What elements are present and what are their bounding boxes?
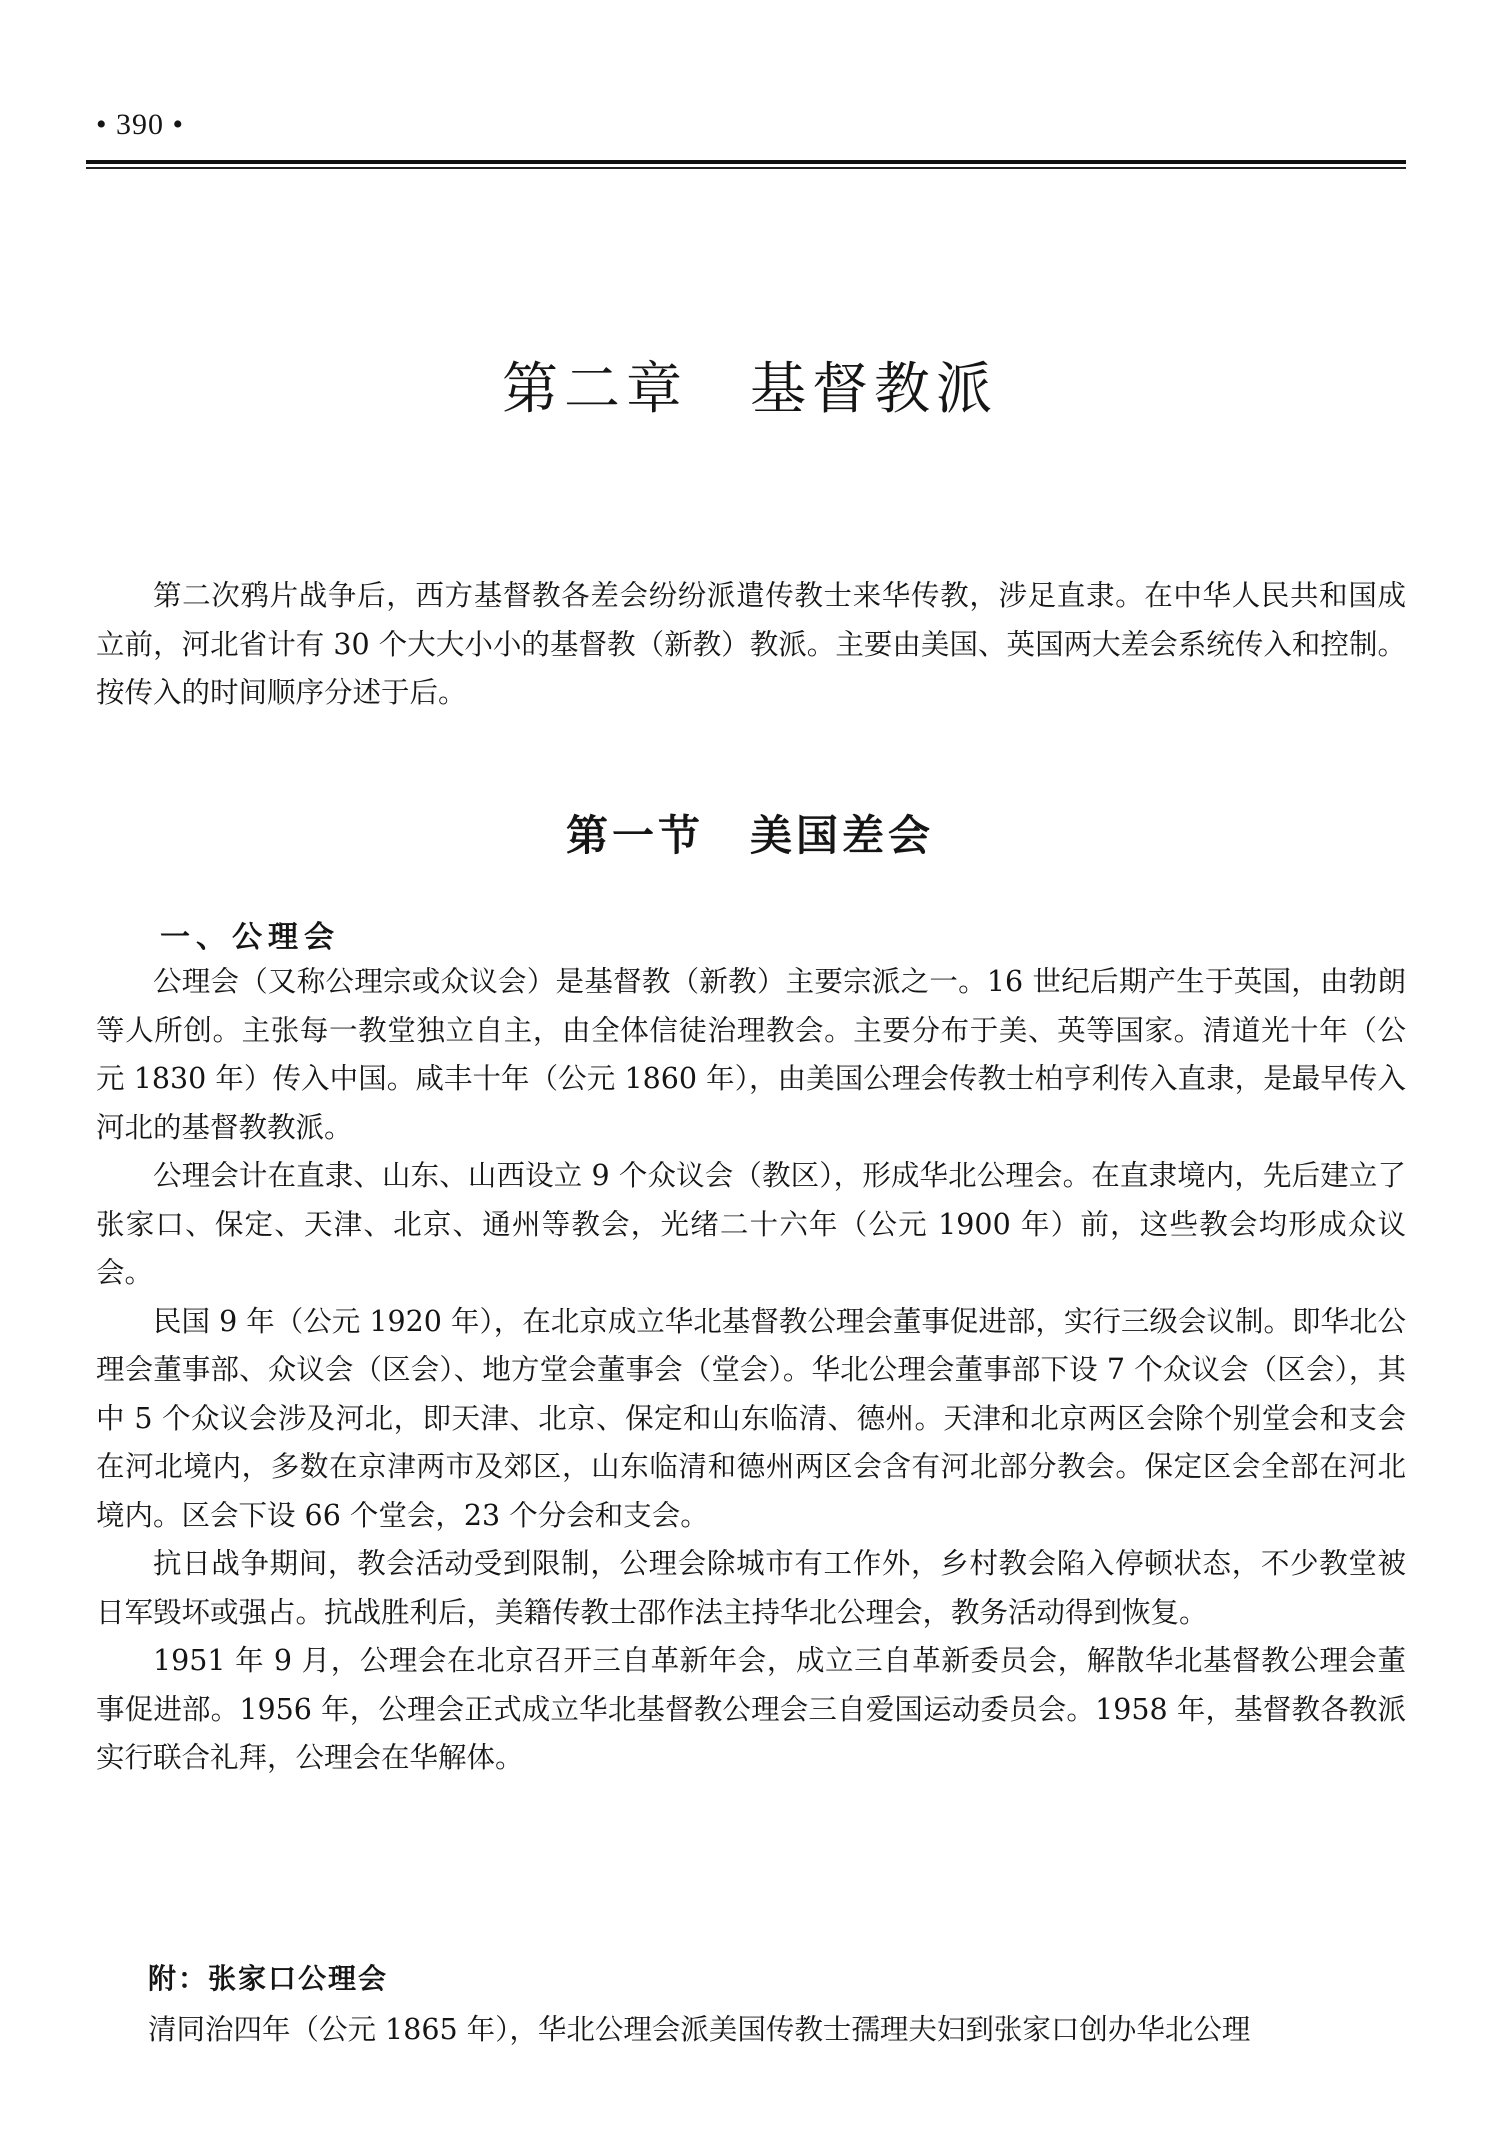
body-paragraph: 公理会计在直隶、山东、山西设立 9 个众议会（教区），形成华北公理会。在直隶境内，先后建立了张家口、保定、天津、北京、通州等教会，光绪二十六年（公元 1900 年）前，这些教会均形成众议会。: [96, 1159, 1406, 1289]
subsection-heading: 一、公理会: [160, 920, 340, 955]
body-paragraph: 1951 年 9 月，公理会在北京召开三自革新年会，成立三自革新委员会，解散华北基督教公理会董事促进部。1956 年，公理会正式成立华北基督教公理会三自爱国运动委员会。1958 年，基督教各教派实行联合礼拜，公理会在华解体。: [96, 1644, 1406, 1774]
intro-paragraph: 第二次鸦片战争后，西方基督教各差会纷纷派遣传教士来华传教，涉足直隶。在中华人民共和国成立前，河北省计有 30 个大大小小的基督教（新教）教派。主要由美国、英国两大差会系统传入和控制。按传入的时间顺序分述于后。: [96, 579, 1406, 709]
chapter-title: 第二章 基督教派: [502, 357, 998, 422]
appendix-paragraph: 清同治四年（公元 1865 年），华北公理会派美国传教士孺理夫妇到张家口创办华北公理: [148, 2013, 1251, 2046]
section-title: 第一节 美国差会: [565, 811, 934, 860]
header-rule-thick: [86, 160, 1406, 164]
body-paragraph: 公理会（又称公理宗或众议会）是基督教（新教）主要宗派之一。16 世纪后期产生于英国，由勃朗等人所创。主张每一教堂独立自主，由全体信徒治理教会。主要分布于美、英等国家。清道光十年（公元 1830 年）传入中国。咸丰十年（公元 1860 年），由美国公理会传教士柏亨利传入直隶，是最早传入河北的基督教教派。: [96, 965, 1406, 1144]
header-rule-thin: [86, 167, 1406, 169]
body-block: [96, 958, 1406, 1783]
intro-block: [96, 572, 1406, 718]
body-paragraph: 抗日战争期间，教会活动受到限制，公理会除城市有工作外，乡村教会陷入停顿状态，不少教堂被日军毁坏或强占。抗战胜利后，美籍传教士邵作法主持华北公理会，教务活动得到恢复。: [96, 1547, 1406, 1629]
appendix-block: [96, 2006, 1406, 2055]
appendix-heading: 附：张家口公理会: [148, 1962, 389, 1995]
page-number: • 390 •: [96, 108, 185, 141]
body-paragraph: 民国 9 年（公元 1920 年），在北京成立华北基督教公理会董事促进部，实行三级会议制。即华北公理会董事部、众议会（区会）、地方堂会董事会（堂会）。华北公理会董事部下设 7 个众议会（区会），其中 5 个众议会涉及河北，即天津、北京、保定和山东临清、德州。天津和北京两区会除个别堂会和支会在河北境内，多数在京津两市及郊区，山东临清和德州两区会含有河北部分教会。保定区会全部在河北境内。区会下设 66 个堂会，23 个分会和支会。: [96, 1304, 1406, 1532]
